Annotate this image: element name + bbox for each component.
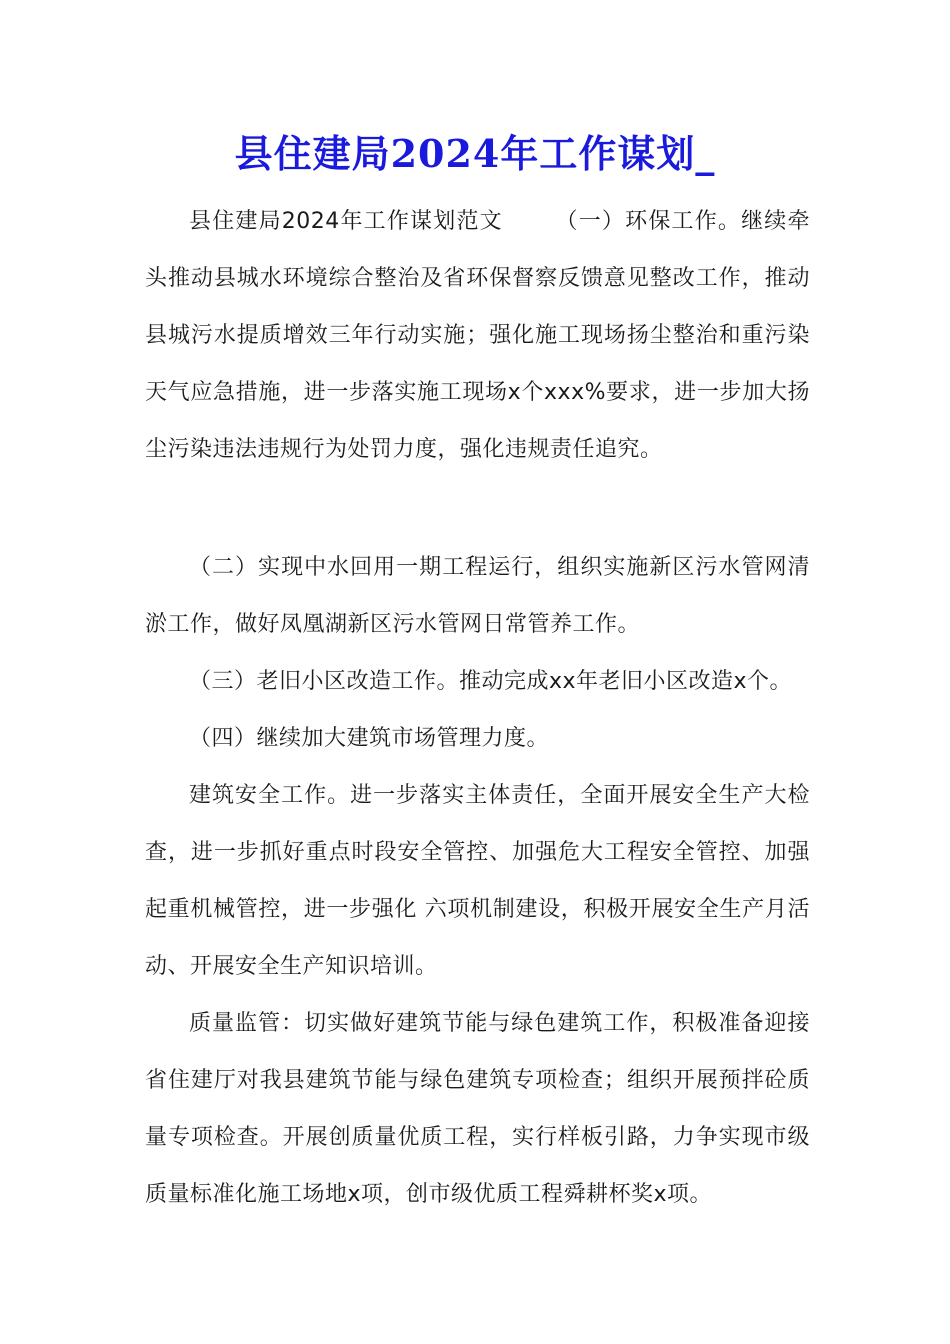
paragraph-1	[145, 193, 810, 478]
paragraph-3: （三）老旧小区改造工作。推动完成xx年老旧小区改造x个。	[189, 669, 793, 694]
paragraph-1-text: （一）环保工作。继续牵头推动县城水环境综合整治及省环保督察反馈意见整改工作，推动县城污水提质增效三年行动实施；强化施工现场扬尘整治和重污染天气应急措施，进一步落实施工现场x个xxx%要求，进一步加大扬尘污染违法违规行为处罚力度，强化违规责任追究。	[145, 209, 810, 462]
paragraph-5: 建筑安全工作。进一步落实主体责任，全面开展安全生产大检查，进一步抓好重点时段安全管控、加强危大工程安全管控、加强起重机械管控，进一步强化 六项机制建设，积极开展安全生产月活动、开展安全生产知识培训。	[145, 783, 810, 979]
paragraph-4: （四）继续加大建筑市场管理力度。	[189, 726, 550, 751]
paragraph-6: 质量监管：切实做好建筑节能与绿色建筑工作，积极准备迎接省住建厅对我县建筑节能与绿色建筑专项检查；组织开展预拌砼质量专项检查。开展创质量优质工程，实行样板引路，力争实现市级质量标准化施工场地x项，创市级优质工程舜耕杯奖x项。	[145, 1011, 810, 1207]
paragraph-2: （二）实现中水回用一期工程运行，组织实施新区污水管网清淤工作，做好凤凰湖新区污水管网日常管养工作。	[145, 555, 810, 637]
document-title: 县住建局2024年工作谋划_	[234, 131, 716, 176]
main-block	[145, 539, 810, 1223]
intro-block	[145, 193, 810, 478]
paragraph-1-lead: 县住建局2024年工作谋划范文	[189, 209, 503, 234]
